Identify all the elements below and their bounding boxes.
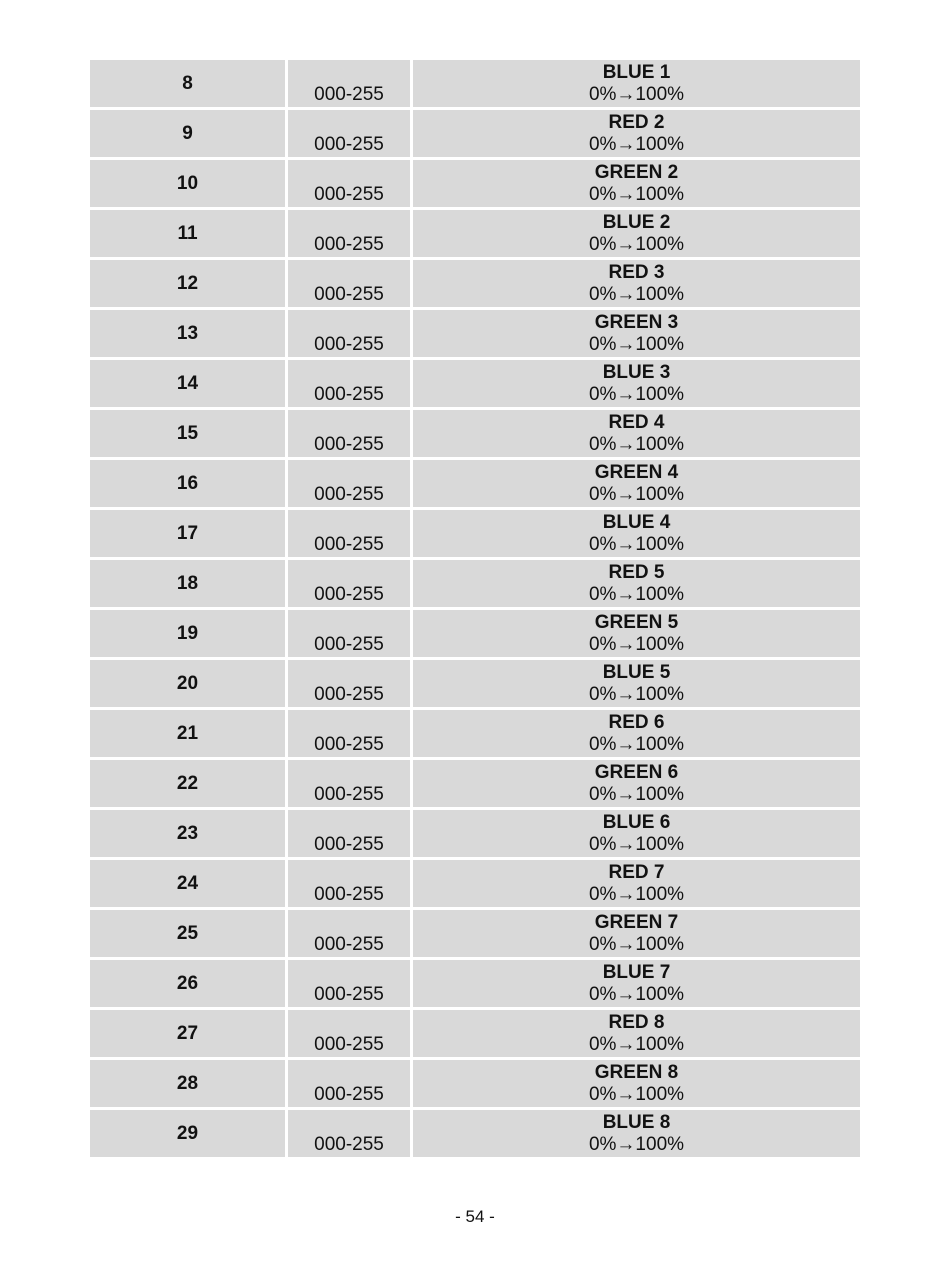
page-number: - 54 - — [455, 1207, 495, 1226]
function-cell — [413, 310, 860, 357]
function-name: GREEN 6 — [594, 761, 679, 783]
channel-number-cell: 21 — [90, 710, 285, 757]
dmx-value-cell: 000-255 — [288, 1060, 410, 1107]
function-cell — [413, 1010, 860, 1057]
table-row — [90, 760, 860, 807]
function-name: RED 2 — [608, 111, 665, 133]
table-row — [90, 710, 860, 757]
function-range: 0%→100% — [588, 783, 685, 805]
dmx-value-cell: 000-255 — [288, 1110, 410, 1157]
function-range: 0%→100% — [588, 533, 685, 555]
dmx-value-cell: 000-255 — [288, 310, 410, 357]
table-row — [90, 60, 860, 107]
function-cell — [413, 360, 860, 407]
dmx-value-cell: 000-255 — [288, 560, 410, 607]
table-row — [90, 660, 860, 707]
channel-number-cell: 15 — [90, 410, 285, 457]
function-name: GREEN 4 — [594, 461, 679, 483]
function-range: 0%→100% — [588, 433, 685, 455]
channel-number-cell: 22 — [90, 760, 285, 807]
function-range: 0%→100% — [588, 183, 685, 205]
function-cell — [413, 760, 860, 807]
table-row — [90, 160, 860, 207]
function-name: RED 7 — [608, 861, 665, 883]
function-cell — [413, 410, 860, 457]
dmx-value-cell: 000-255 — [288, 360, 410, 407]
table-row — [90, 1010, 860, 1057]
function-cell — [413, 510, 860, 557]
function-cell — [413, 110, 860, 157]
channel-number-cell: 25 — [90, 910, 285, 957]
dmx-value-cell: 000-255 — [288, 410, 410, 457]
function-cell — [413, 610, 860, 657]
dmx-value-cell: 000-255 — [288, 960, 410, 1007]
function-name: RED 4 — [608, 411, 665, 433]
function-cell — [413, 710, 860, 757]
function-range: 0%→100% — [588, 133, 685, 155]
table-row — [90, 510, 860, 557]
channel-number-cell: 13 — [90, 310, 285, 357]
channel-number-cell: 26 — [90, 960, 285, 1007]
channel-number-cell: 20 — [90, 660, 285, 707]
table-row — [90, 960, 860, 1007]
channel-number-cell: 10 — [90, 160, 285, 207]
dmx-value-cell: 000-255 — [288, 1010, 410, 1057]
table-row — [90, 910, 860, 957]
function-cell — [413, 910, 860, 957]
channel-number-cell: 12 — [90, 260, 285, 307]
dmx-value-cell: 000-255 — [288, 260, 410, 307]
channel-number-cell: 23 — [90, 810, 285, 857]
dmx-channel-table — [90, 60, 860, 1160]
function-name: RED 5 — [608, 561, 665, 583]
table-row — [90, 560, 860, 607]
table-row — [90, 410, 860, 457]
dmx-value-cell: 000-255 — [288, 860, 410, 907]
table-row — [90, 260, 860, 307]
table-row — [90, 310, 860, 357]
dmx-value-cell: 000-255 — [288, 710, 410, 757]
channel-number-cell: 18 — [90, 560, 285, 607]
channel-number-cell: 19 — [90, 610, 285, 657]
dmx-value-cell: 000-255 — [288, 110, 410, 157]
function-name: BLUE 6 — [602, 811, 671, 833]
function-name: GREEN 2 — [594, 161, 679, 183]
function-range: 0%→100% — [588, 483, 685, 505]
function-range: 0%→100% — [588, 883, 685, 905]
dmx-value-cell: 000-255 — [288, 160, 410, 207]
table-row — [90, 610, 860, 657]
table-row — [90, 810, 860, 857]
channel-number-cell: 27 — [90, 1010, 285, 1057]
dmx-value-cell: 000-255 — [288, 510, 410, 557]
function-name: GREEN 3 — [594, 311, 679, 333]
function-cell — [413, 960, 860, 1007]
function-range: 0%→100% — [588, 333, 685, 355]
channel-number-cell: 17 — [90, 510, 285, 557]
dmx-value-cell: 000-255 — [288, 60, 410, 107]
function-range: 0%→100% — [588, 733, 685, 755]
channel-number-cell: 29 — [90, 1110, 285, 1157]
function-name: RED 8 — [608, 1011, 665, 1033]
function-cell — [413, 210, 860, 257]
function-cell — [413, 160, 860, 207]
table-row — [90, 460, 860, 507]
function-cell — [413, 660, 860, 707]
function-range: 0%→100% — [588, 233, 685, 255]
channel-number-cell: 24 — [90, 860, 285, 907]
function-name: BLUE 7 — [602, 961, 671, 983]
function-range: 0%→100% — [588, 383, 685, 405]
function-range: 0%→100% — [588, 283, 685, 305]
table-row — [90, 1060, 860, 1107]
function-range: 0%→100% — [588, 833, 685, 855]
function-name: BLUE 2 — [602, 211, 671, 233]
function-name: RED 3 — [608, 261, 665, 283]
function-name: GREEN 7 — [594, 911, 679, 933]
function-name: GREEN 5 — [594, 611, 679, 633]
function-cell — [413, 560, 860, 607]
function-name: GREEN 8 — [594, 1061, 679, 1083]
dmx-value-cell: 000-255 — [288, 660, 410, 707]
function-name: BLUE 1 — [602, 61, 671, 83]
table-row — [90, 360, 860, 407]
dmx-value-cell: 000-255 — [288, 910, 410, 957]
function-range: 0%→100% — [588, 1133, 685, 1155]
function-name: BLUE 5 — [602, 661, 671, 683]
table-row — [90, 860, 860, 907]
channel-number-cell: 8 — [90, 60, 285, 107]
function-range: 0%→100% — [588, 683, 685, 705]
function-range: 0%→100% — [588, 983, 685, 1005]
function-cell — [413, 1110, 860, 1157]
function-range: 0%→100% — [588, 1033, 685, 1055]
function-cell — [413, 1060, 860, 1107]
channel-number-cell: 28 — [90, 1060, 285, 1107]
function-cell — [413, 260, 860, 307]
channel-number-cell: 14 — [90, 360, 285, 407]
function-cell — [413, 460, 860, 507]
dmx-value-cell: 000-255 — [288, 610, 410, 657]
function-name: BLUE 8 — [602, 1111, 671, 1133]
function-cell — [413, 860, 860, 907]
dmx-value-cell: 000-255 — [288, 760, 410, 807]
dmx-value-cell: 000-255 — [288, 460, 410, 507]
dmx-value-cell: 000-255 — [288, 210, 410, 257]
function-cell — [413, 60, 860, 107]
table-row — [90, 210, 860, 257]
function-range: 0%→100% — [588, 633, 685, 655]
channel-number-cell: 9 — [90, 110, 285, 157]
function-range: 0%→100% — [588, 933, 685, 955]
dmx-value-cell: 000-255 — [288, 810, 410, 857]
function-range: 0%→100% — [588, 583, 685, 605]
table-row — [90, 110, 860, 157]
function-name: BLUE 4 — [602, 511, 671, 533]
channel-number-cell: 11 — [90, 210, 285, 257]
function-range: 0%→100% — [588, 1083, 685, 1105]
channel-number-cell: 16 — [90, 460, 285, 507]
function-cell — [413, 810, 860, 857]
table-row — [90, 1110, 860, 1157]
function-range: 0%→100% — [588, 83, 685, 105]
function-name: RED 6 — [608, 711, 665, 733]
function-name: BLUE 3 — [602, 361, 671, 383]
